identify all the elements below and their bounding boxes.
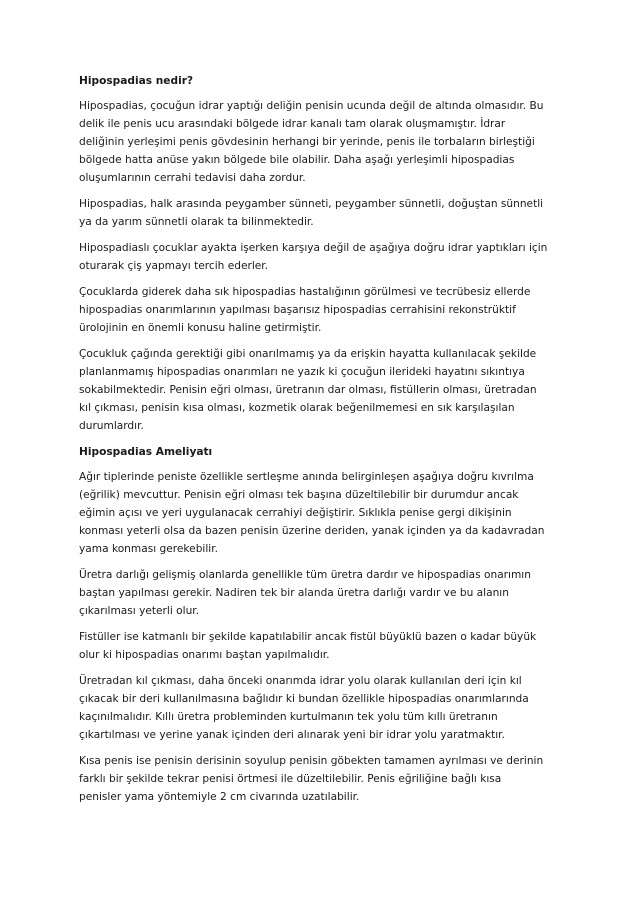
paragraph-line: konması yeterli olsa da bazen penisin üzerine deriden, yanak içinden ya da kadavradan [79,525,545,537]
paragraph-line: çıkacak bir deri kullanılmasına bağlıdır ki bundan özellikle hipospadias onarımlarında [79,693,529,705]
paragraph-line: Üretra darlığı gelişmiş olanlarda genellikle tüm üretra dardır ve hipospadias onarımın [79,569,531,581]
heading-what-is-hypospadias [79,72,565,90]
paragraph-line: deliğinin yerleşimi penis gövdesinin herhangi bir yerinde, penis ile torbaların birleştiği [79,136,535,148]
paragraph-curvature [79,468,565,558]
paragraph-line: Kısa penis ise penisin derisinin soyulup penisin göbekten tamamen ayrılması ve derinin [79,755,544,767]
paragraph-line: (eğrilik) mevcuttur. Penisin eğri olması tek başına düzeltilebilir bir durumdur ancak [79,489,519,501]
paragraph-line: kaçınılmalıdır. Kıllı üretra probleminden kurtulmanın tek yolu tüm kıllı üretranın [79,711,498,723]
paragraph-line: oturarak çiş yapmayı tercih ederler. [79,260,269,272]
paragraph-line: delik ile penis ucu arasındaki bölgede idrar kanalı tam olarak oluşmamıştır. İdrar [79,118,506,130]
paragraph-line: Hipospadias, halk arasında peygamber sünneti, peygamber sünnetli, doğuştan sünnetli [79,198,544,210]
paragraph-line: Üretradan kıl çıkması, daha önceki onarımda idrar yolu olarak kullanılan deri için kıl [79,675,522,687]
paragraph-line: ya da yarım sünnetli olarak ta bilinmektedir. [79,216,314,228]
paragraph-line: sokabilmektedir. Penisin eğri olması, üretranın dar olması, fistüllerin olması, üretradan [79,384,537,396]
paragraph-line: bölgede hatta anüse yakın bölgede bile olabilir. Daha aşağı yerleşimli hipospadias [79,154,515,166]
paragraph-line: eğimin açısı ve yeri uygulanacak cerrahiyi değiştirir. Sıklıkla penise gergi dikişinin [79,507,512,519]
paragraph-line: çıkarılması yeterli olur. [79,605,200,617]
paragraph-short-penis [79,752,565,806]
heading-line: Hipospadias nedir? [79,75,194,87]
paragraph-line: durumlardır. [79,420,144,432]
paragraph-complications [79,345,565,435]
paragraph-line: planlanmamış hipospadias onarımları ne yazık ki çocuğun ilerideki hayatını sıkıntıya [79,366,525,378]
paragraph-line: hipospadias onarımlarının yapılması başarısız hipospadias cerrahisini rekonstrüktif [79,304,516,316]
paragraph-line: oluşumlarının cerrahi tedavisi daha zordur. [79,172,306,184]
paragraph-definition [79,97,565,187]
paragraph-line: farklı bir şekilde tekrar penisi örtmesi ile düzeltilebilir. Penis eğriliğine bağlı kısa [79,773,502,785]
paragraph-line: çıkartılması ve yerine yanak içinden deri alınarak yeni bir idrar yolu yaratmaktır. [79,729,505,741]
document-page [79,72,565,814]
paragraph-line: Çocuklarda giderek daha sık hipospadias hastalığının görülmesi ve tecrübesiz ellerde [79,286,531,298]
paragraph-fistulas [79,628,565,664]
paragraph-folk-names [79,195,565,231]
paragraph-line: kıl çıkması, penisin kısa olması, kozmetik olarak beğenilmemesi en sık karşılaşılan [79,402,515,414]
heading-line: Hipospadias Ameliyatı [79,446,213,458]
paragraph-line: olur ki hipospadias onarımı baştan yapılmalıdır. [79,649,330,661]
paragraph-reconstructive-urology [79,283,565,337]
paragraph-urination [79,239,565,275]
paragraph-urethral-stricture [79,566,565,620]
paragraph-line: Çocukluk çağında gerektiği gibi onarılmamış ya da erişkin hayatta kullanılacak şekilde [79,348,537,360]
paragraph-line: Fistüller ise katmanlı bir şekilde kapatılabilir ancak fistül büyüklü bazen o kadar büyük [79,631,537,643]
paragraph-line: baştan yapılması gerekir. Nadiren tek bir alanda üretra darlığı vardır ve bu alanın [79,587,509,599]
paragraph-line: Hipospadiaslı çocuklar ayakta işerken karşıya değil de aşağıya doğru idrar yaptıkları için [79,242,548,254]
paragraph-line: yama konması gerekebilir. [79,543,218,555]
paragraph-line: ürolojinin en önemli konusu haline getirmiştir. [79,322,322,334]
paragraph-line: Ağır tiplerinde peniste özellikle sertleşme anında belirginleşen aşağıya doğru kıvrılma [79,471,534,483]
paragraph-line: Hipospadias, çocuğun idrar yaptığı deliğin penisin ucunda değil de altında olmasıdır. Bu [79,100,544,112]
paragraph-hairy-urethra [79,672,565,744]
heading-surgery [79,443,565,461]
paragraph-line: penisler yama yöntemiyle 2 cm civarında uzatılabilir. [79,791,360,803]
